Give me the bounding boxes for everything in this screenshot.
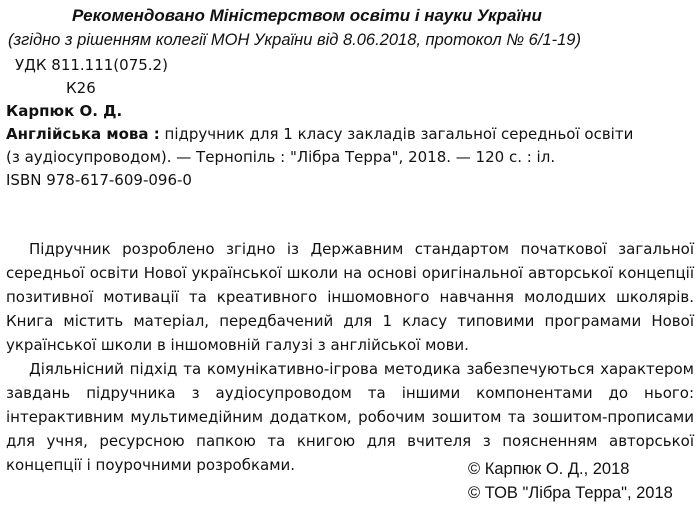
author-mark: К26 xyxy=(66,79,96,97)
copyright-author: © Карпюк О. Д., 2018 xyxy=(468,460,630,478)
abstract-paragraph-2: Діяльнісний підхід та комунікативно-ігрова методика забезпечуються характером завдань підручника з аудіосупроводом та іншими компонентами до нього: інтерактивним мультимедійним додатком, робочим зошитом та зошитом-прописами для учня, ресурсною папкою та книгою для вчителя з поясненням авторської концепції і поурочними розробками. xyxy=(6,360,694,474)
approval-statement: Рекомендовано Міністерством освіти і науки України xyxy=(72,6,542,25)
copyright-publisher: © ТОВ "Лібра Терра", 2018 xyxy=(468,484,673,502)
isbn: ISBN 978-617-609-096-0 xyxy=(6,171,192,189)
book-title-line xyxy=(6,125,633,143)
abstract xyxy=(6,237,694,477)
approval-decision: (згідно з рішенням колегії МОН України від 8.06.2018, протокол № 6/1-19) xyxy=(8,31,581,49)
publication-details: (з аудіосупроводом). — Тернопіль : "Лібра Терра", 2018. — 120 с. : іл. xyxy=(6,148,556,166)
book-title: Англійська мова : xyxy=(6,125,160,143)
udk-code: УДК 811.111(075.2) xyxy=(15,56,168,74)
abstract-paragraph-1: Підручник розроблено згідно із Державним стандартом початкової загальної середньої освіти Нової української школи на основі оригінальної авторської концепції позитивної мотивації та креативного іншомовного навчання молодших школярів. Книга містить матеріал, передбачений для 1 класу типовими програмами Нової української школи в іншомовній галузі з англійської мови. xyxy=(6,240,694,354)
author-name: Карпюк О. Д. xyxy=(6,102,123,120)
book-subtitle: підручник для 1 класу закладів загальної середньої освіти xyxy=(159,125,634,143)
